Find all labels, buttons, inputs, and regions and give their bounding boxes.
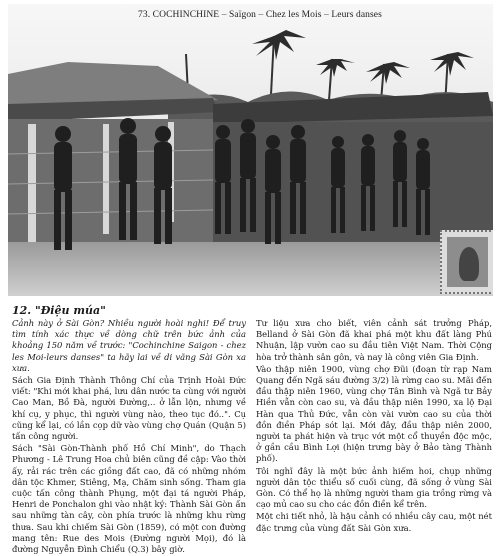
photo-caption: 73. COCHINCHINE – Saïgon – Chez les Mois – Leurs danses [138,10,382,20]
caption-place: COCHINCHINE [152,10,220,20]
paragraph: Sách "Sài Gòn-Thành phố Hồ Chí Minh", do Thạch Phương - Lê Trung Hoa chủ biên cũng đề cập: Vào thời ấy, rải rác trên các giồng đất cao, đã có những nhóm dân tộc Khmer, Stiêng, Mạ, Chăm sinh sống. Tham gia cuộc tấn công thành Phụng, một đại tá người Pháp, Henri de Ponchalon ghi vào nhật ký: Thành Sài Gòn ấn sau những tàn cây, còn phía trước là những khu rừng thưa. Sau khi chiếm Sài Gòn (1859), có một con đường mang tên: Rue des Mois (Đường người Mọi), đó là đường Nguyễn Đình Chiểu (Q.3) bây giờ. [12,443,246,555]
article-column-left [12,318,246,556]
stamp-portrait-icon [459,247,479,281]
caption-city: Saïgon [229,10,257,20]
historical-photo [8,4,493,296]
caption-subject: Leurs danses [331,10,382,20]
article-column-right [256,318,492,535]
photo-illustration [8,4,493,296]
postage-stamp [440,230,493,294]
stamp-image [447,237,488,287]
paragraph: Sách Gia Định Thành Thông Chí của Trịnh Hoài Đức viết: "Khi mới khai phá, lưu dân nước ta cùng với người Cao Man, Bồ Đà, người Đường,.. ở lẫn lộn, nhưng về khí cụ, y phục, thì người vùng nào, theo tục đó..". Cụ cũng kể lại, có lần cọp dữ vào vùng chợ Quán (Quận 5) tấn công người. [12,375,246,442]
paragraph: Cảnh này ở Sài Gòn? Nhiều người hoài nghi! Để truy tìm tính xác thực về dòng chữ trên bức ảnh của khoảng 150 năm về trước: "Cochinchine Saigon - chez les Moi-leurs danses" ta hãy lai về di vãng Sài Gòn xa xưa. [12,318,246,373]
caption-location: Chez les Mois [265,10,322,20]
caption-number: 73. [138,10,151,20]
paragraph: Vào thập niên 1900, vùng chợ Đũi (đoạn từ rạp Nam Quang đến Ngã sáu đường 3/2) là rừng cao su. Mãi đến đầu thập niên 1960, vùng chợ Tân Bình và Ngã tư Bảy Hiền vẫn còn cao su, và đầu thập niên 1990, xa lộ Đại Hàn qua Thủ Đức, vẫn còn vài vườn cao su của thời đồn điền Pháp sót lại. Mới đây, đầu thập niên 2000, người ta phát hiện và trục vớt một cổ thuyền độc mộc, ở gần cầu Bình Lợi (hiện trưng bày ở Bảo tàng Thành phố). [256,363,492,464]
paragraph: Tôi nghĩ đây là một bức ảnh hiếm hoi, chụp những người dân tộc thiểu số cuối cùng, đã sống ở vùng Sài Gòn. Có thể họ là những người tham gia trồng rừng và cạo mủ cao su cho các đồn điền kể trên. [256,465,492,510]
paragraph: Tư liệu xưa cho biết, viên cảnh sát trưởng Pháp, Belland ở Sài Gòn đã khai phá một khu đất làng Phú Nhuận, lập vườn cao su đầu tiên Việt Nam. Thời Cộng hòa trở thành sân gôn, và nay là công viên Gia Định. [256,318,492,362]
article-title: 12. "Điệu múa" [12,304,106,317]
paragraph: Một chi tiết nhỏ, là hậu cảnh có nhiều cây cau, một nét đặc trưng của vùng đất Sài Gòn xưa. [256,511,492,533]
